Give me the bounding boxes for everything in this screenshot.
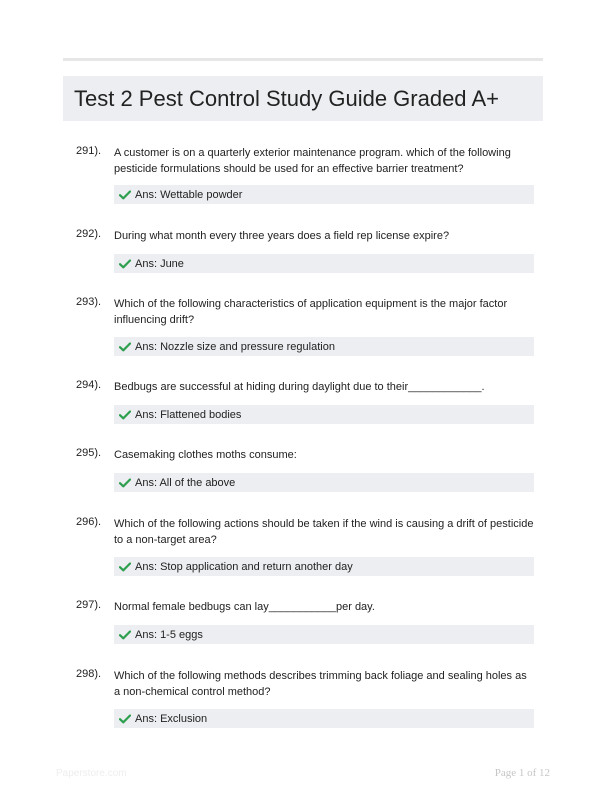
question-number: 293). — [76, 296, 102, 308]
question-text: Normal female bedbugs can lay___________per day. — [114, 601, 375, 613]
check-icon — [119, 259, 131, 269]
question-number: 292). — [76, 228, 102, 240]
question-number: 297). — [76, 599, 102, 611]
answer-text: Ans: Exclusion — [135, 712, 208, 725]
question-text: During what month every three years does a field rep license expire? — [114, 230, 450, 242]
check-icon — [119, 410, 131, 420]
question-text: A customer is on a quarterly exterior maintenance program. which of the following pesticide formulations should be used for an effective barrier treatment? — [114, 147, 511, 175]
answer-text: Ans: Nozzle size and pressure regulation — [135, 340, 335, 353]
check-icon — [119, 714, 131, 724]
answer-text: Ans: Wettable powder — [135, 188, 243, 201]
check-icon — [119, 630, 131, 640]
answer-box — [114, 709, 534, 728]
question-number: 296). — [76, 516, 102, 528]
document-title: Test 2 Pest Control Study Guide Graded A+ — [74, 85, 499, 111]
title-banner — [63, 76, 543, 121]
answer-box — [114, 185, 534, 204]
question-text: Which of the following actions should be taken if the wind is causing a drift of pesticide to a non-target area? — [114, 518, 534, 546]
answer-box — [114, 473, 534, 492]
check-icon — [119, 478, 131, 488]
answer-box — [114, 337, 534, 356]
check-icon — [119, 190, 131, 200]
answer-text: Ans: All of the above — [135, 476, 236, 489]
question-number: 291). — [76, 145, 102, 157]
answer-box — [114, 557, 534, 576]
answer-box — [114, 254, 534, 273]
question-number: 298). — [76, 668, 102, 680]
answer-text: Ans: Flattened bodies — [135, 408, 242, 421]
question-text: Bedbugs are successful at hiding during daylight due to their____________. — [114, 381, 485, 393]
question-text: Which of the following characteristics of application equipment is the major factor influencing drift? — [114, 298, 508, 326]
question-number: 295). — [76, 447, 102, 459]
answer-box — [114, 625, 534, 644]
check-icon — [119, 562, 131, 572]
question-text: Which of the following methods describes trimming back foliage and sealing holes as a non-chemical control method? — [114, 670, 527, 698]
question-text: Casemaking clothes moths consume: — [114, 449, 297, 461]
answer-text: Ans: June — [135, 257, 184, 270]
check-icon — [119, 342, 131, 352]
question-number: 294). — [76, 379, 102, 391]
page-indicator: Page 1 of 12 — [494, 767, 550, 779]
footer-watermark: Paperstore.com — [56, 768, 127, 779]
answer-text: Ans: Stop application and return another day — [135, 560, 353, 573]
top-divider — [63, 58, 543, 61]
answer-text: Ans: 1-5 eggs — [135, 628, 203, 641]
answer-box — [114, 405, 534, 424]
